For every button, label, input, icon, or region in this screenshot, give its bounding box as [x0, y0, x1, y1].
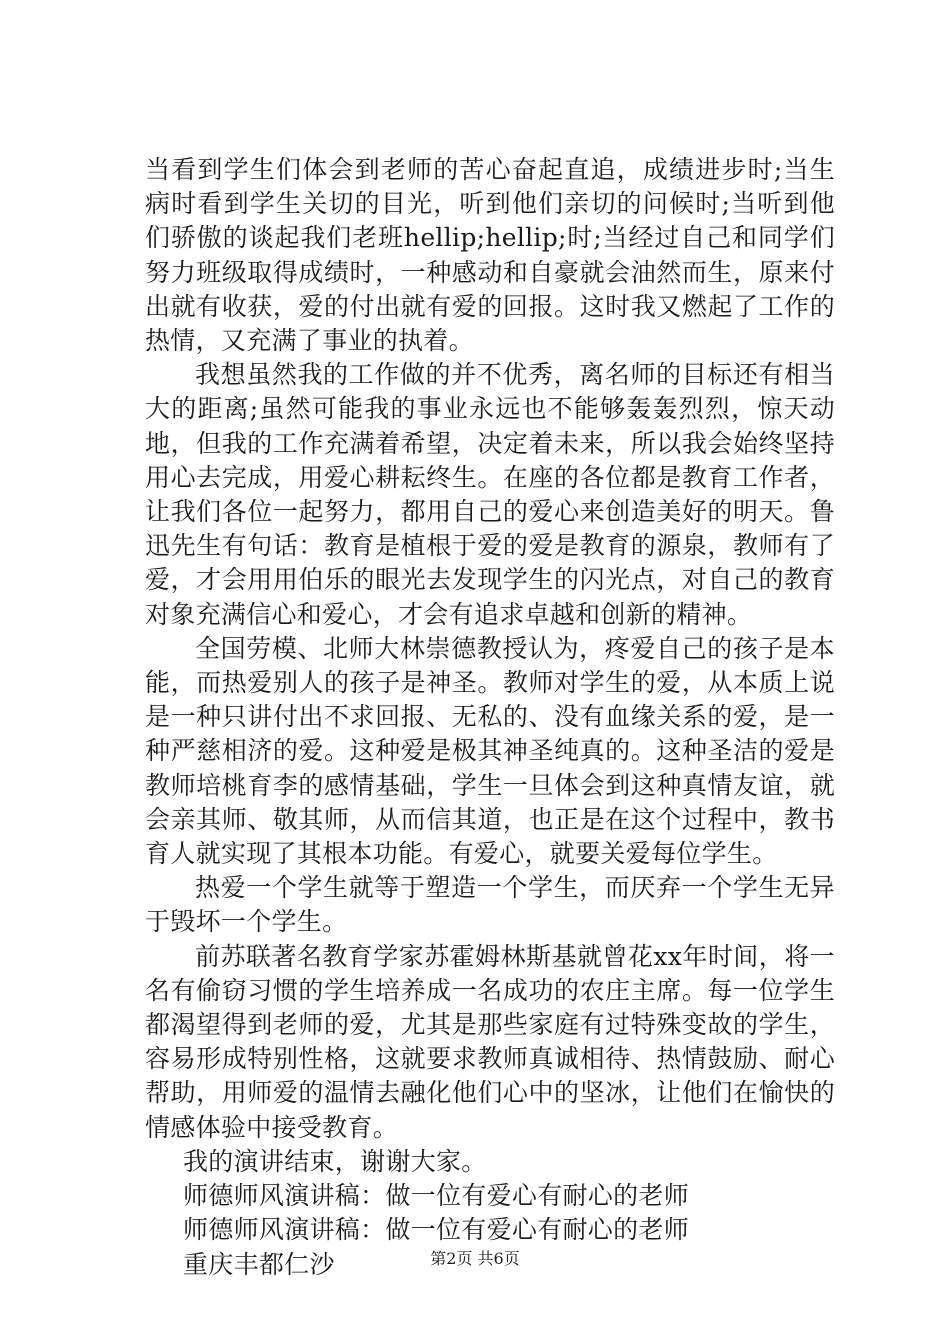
closing-line: 我的演讲结束，谢谢大家。 — [183, 1146, 487, 1176]
author-line: 重庆丰都仁沙 — [183, 1249, 335, 1279]
section-title-1: 师德师风演讲稿：做一位有爱心有耐心的老师 — [183, 1181, 690, 1211]
paragraph-4: 热爱一个学生就等于塑造一个学生，而厌弃一个学生无异于毁坏一个学生。 — [145, 873, 835, 937]
page-number: 第2页 共6页 — [430, 1249, 520, 1268]
document-body — [145, 153, 835, 1282]
paragraph-1: 当看到学生们体会到老师的苦心奋起直追，成绩进步时;当生病时看到学生关切的目光，听到他们亲切的问候时;当听到他们骄傲的谈起我们老班hellip;hellip;时;当经过自己和同学们努力班级取得成绩时，一种感动和自豪就会油然而生，原来付出就有收获，爱的付出就有爱的回报。这时我又燃起了工作的热情，又充满了事业的执着。 — [145, 155, 835, 356]
paragraph-2: 我想虽然我的工作做的并不优秀，离名师的目标还有相当大的距离;虽然可能我的事业永远也不能够轰轰烈烈，惊天动地，但我的工作充满着希望，决定着未来，所以我会始终坚持用心去完成，用爱心耕耘终生。在座的各位都是教育工作者，让我们各位一起努力，都用自己的爱心来创造美好的明天。鲁迅先生有句话：教育是植根于爱的爱是教育的源泉，教师有了爱，才会用用伯乐的眼光去发现学生的闪光点，对自己的教育对象充满信心和爱心，才会有追求卓越和创新的精神。 — [145, 360, 835, 629]
paragraph-3: 全国劳模、北师大林崇德教授认为，疼爱自己的孩子是本能，而热爱别人的孩子是神圣。教师对学生的爱，从本质上说是一种只讲付出不求回报、无私的、没有血缘关系的爱，是一种严慈相济的爱。这种爱是极其神圣纯真的。这种圣洁的爱是教师培桃育李的感情基础，学生一旦体会到这种真情友谊，就会亲其师、敬其师，从而信其道，也正是在这个过程中，教书育人就实现了其根本功能。有爱心，就要关爱每位学生。 — [145, 633, 835, 869]
paragraph-5: 前苏联著名教育学家苏霍姆林斯基就曾花xx年时间，将一名有偷窃习惯的学生培养成一名成功的农庄主席。每一位学生都渴望得到老师的爱，尤其是那些家庭有过特殊变故的学生，容易形成特别性格，这就要求教师真诚相待、热情鼓励、耐心帮助，用师爱的温情去融化他们心中的坚冰，让他们在愉快的情感体验中接受教育。 — [145, 941, 835, 1142]
section-title-2: 师德师风演讲稿：做一位有爱心有耐心的老师 — [183, 1215, 690, 1245]
